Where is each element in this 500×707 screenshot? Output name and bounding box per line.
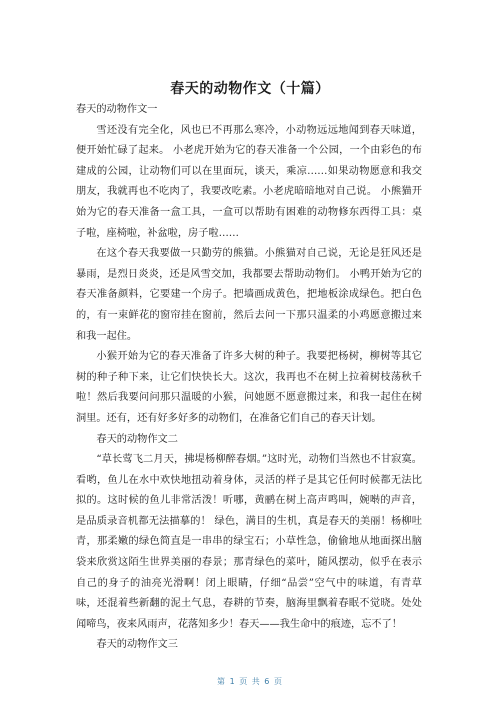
paragraph-4: “草长莺飞二月天，拂堤杨柳醉春烟。”这时光，动物们当然也不甘寂寞。看哟，鱼儿在水中欢快地扭动着身体，灵活的样子是其它任何时候都无法比拟的。这时候的鱼儿非常活泼！听哪，黄鹂在树上高声鸣叫，婉啭的声音，是品质录音机都无法描摹的！ 绿色，满目的生机，真是春天的美丽！杨柳吐青，那柔嫩的绿色简直是一串串的绿宝石；小草性急，偷偷地从地面探出脑袋来欣赏这陌生世界美丽的春景；那青绿色的菜叶，随风摆动，似乎在表示自己的身子的油亮光滑啊！闭上眼睛，仔细“品尝”空气中的味道，有青草味，还混着些新翻的泥土气息，春耕的节奏，脑海里飘着春眠不觉晓。处处闻啼鸟，夜来风雨声，花落知多少！春天——我生命中的痕迹，忘不了！ xyxy=(76,454,422,630)
page-footer: 第 1 页 共 6 页 xyxy=(217,677,283,686)
paragraph-2: 在这个春天我要做一只勤劳的熊猫。小熊猫对自己说，无论是狂风还是暴雨，是烈日炎炎，还是风雪交加，我都要去帮助动物们。 小鸭开始为它的春天准备颜料，它要建一个房子。把墙画成黄色，把地板涂成绿色。把白色的，有一束鲜花的窗帘挂在窗前，然后去问一下那只温柔的小鸡愿意搬过来和我一起住。 xyxy=(76,248,422,342)
document-body xyxy=(76,100,422,656)
section-heading-1: 春天的动物作文一 xyxy=(76,104,158,115)
paragraph-3: 小猴开始为它的春天准备了许多大树的种子。我要把杨树，柳树等其它树的种子种下来，让它们快快长大。这次，我再也不在树上拉着树枝荡秋千啦！然后我要问问那只温暖的小猴，问她愿不愿意搬过来，和我一起住在树洞里。还有，还有好多好多的动物们，在准备它们自己的春天计划。 xyxy=(76,351,422,424)
section-heading-2: 春天的动物作文二 xyxy=(96,433,178,445)
document-title: 春天的动物作文（十篇） xyxy=(170,81,330,97)
paragraph-1: 雪还没有完全化，风也已不再那么寒冷，小动物远远地闻到春天味道，便开始忙碌了起来。 小老虎开始为它的春天准备一个公园，一个由彩色的布建成的公园，让动物们可以在里面玩，谈天，乘凉……如果动物愿意和我交朋友，我就再也不吃肉了，我要改吃素。小老虎暗暗地对自己说。 小熊猫开始为它的春天准备一盒工具，一盒可以帮助有困难的动物修东西得工具：桌子啦，座椅啦，补盆啦，房子啦…… xyxy=(76,124,422,239)
section-heading-3: 春天的动物作文三 xyxy=(96,639,178,651)
